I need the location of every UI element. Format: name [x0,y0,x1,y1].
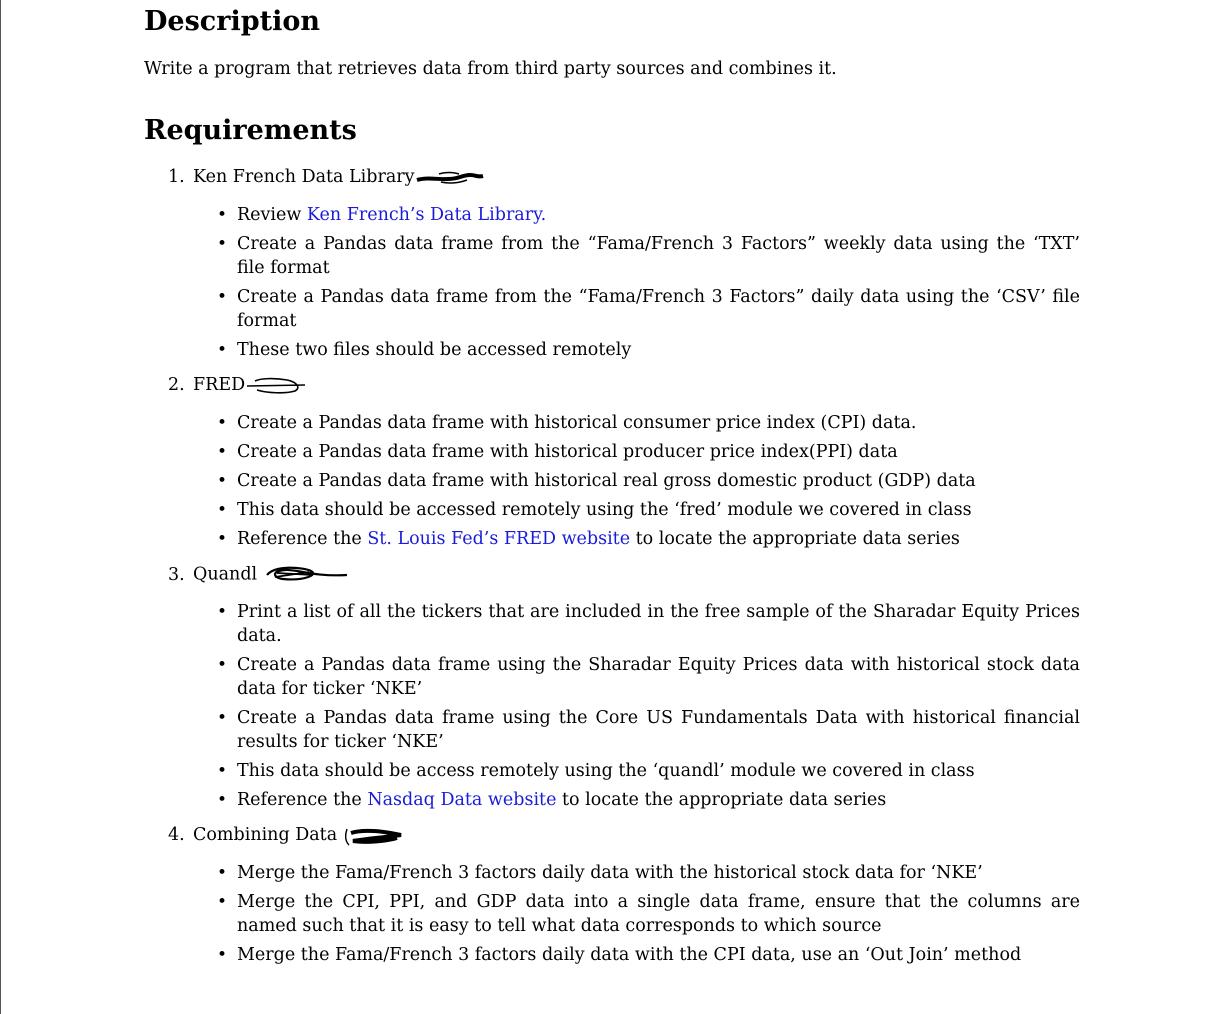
list-item: • Merge the CPI, PPI, and GDP data into a single data frame, ensure that the columns are named such that it is easy to tell what data corresponds to which source [237,890,1080,938]
list-item: • This data should be access remotely using the ‘quandl’ module we covered in class [237,759,1080,783]
list-item: • Reference the St. Louis Fed’s FRED website to locate the appropriate data series [237,527,1080,551]
list-item: • Create a Pandas data frame from the “Fama/French 3 Factors” weekly data using the ‘TXT’ file format [237,232,1080,280]
list-item: • Review Ken French’s Data Library. [237,203,1080,227]
section-title: FRED [193,375,246,395]
section-4-heading [168,824,407,847]
list-item: • Merge the Fama/French 3 factors daily data with the CPI data, use an ‘Out Join’ method [237,943,1080,967]
redaction-scribble [263,563,349,587]
list-item: • Merge the Fama/French 3 factors daily data with the historical stock data for ‘NKE’ [237,861,1080,885]
list-item: • Create a Pandas data frame using the Core US Fundamentals Data with historical financial results for ticker ‘NKE’ [237,706,1080,754]
section-3-list [237,600,1080,817]
list-item: • Create a Pandas data frame from the “Fama/French 3 Factors” daily data using the ‘CSV’ file format [237,285,1080,333]
section-2-list [237,411,1080,556]
redaction-scribble [245,376,307,396]
description-text: Write a program that retrieves data from third party sources and combines it. [144,59,837,79]
list-item: • Create a Pandas data frame with historical consumer price index (CPI) data. [237,411,1080,435]
fred-website-link[interactable]: St. Louis Fed’s FRED website [367,529,631,549]
redaction-scribble [415,168,485,188]
section-title: Quandl [193,564,258,585]
ken-french-library-link[interactable]: Ken French’s Data Library. [306,205,547,225]
list-item: • These two files should be accessed remotely [237,338,1080,362]
list-item: • Create a Pandas data frame using the Sharadar Equity Prices data with historical stock data data for ticker ‘NKE’ [237,653,1080,701]
section-1-heading [168,166,485,188]
section-1-list [237,203,1080,367]
nasdaq-data-link[interactable]: Nasdaq Data website [367,790,557,810]
page-left-edge [0,0,1,1014]
list-item: • Create a Pandas data frame with historical producer price index(PPI) data [237,440,1080,464]
section-title: Combining Data [193,825,338,845]
list-item: • Create a Pandas data frame with historical real gross domestic product (GDP) data [237,469,1080,493]
section-number: 1. [168,167,185,187]
section-4-list [237,861,1080,972]
section-number: 4. [168,825,185,845]
list-item: • Print a list of all the tickers that are included in the free sample of the Sharadar Equity Prices data. [237,600,1080,648]
section-number: 2. [168,375,185,395]
section-2-heading [168,374,307,396]
section-3-heading [168,563,349,587]
section-title: Ken French Data Library [193,167,415,187]
list-item: • This data should be accessed remotely using the ‘fred’ module we covered in class [237,498,1080,522]
description-heading: Description [144,6,320,37]
redaction-scribble [343,825,407,847]
section-number: 3. [168,564,185,585]
list-item: • Reference the Nasdaq Data website to locate the appropriate data series [237,788,1080,812]
requirements-heading: Requirements [144,115,357,146]
